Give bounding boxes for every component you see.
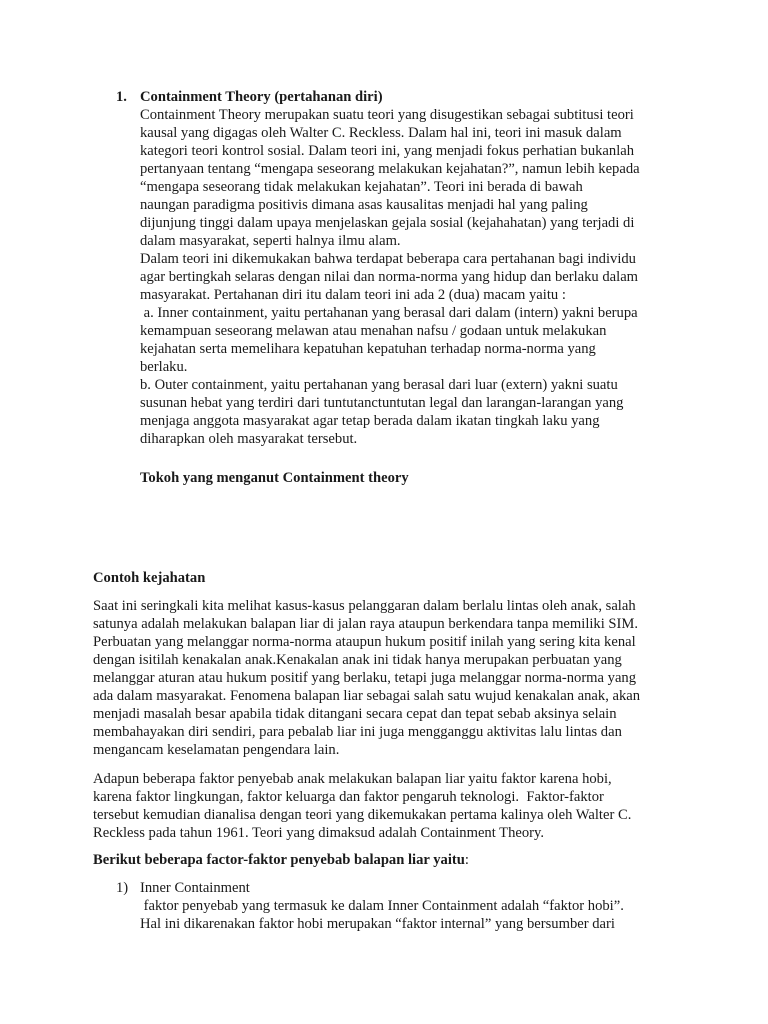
body-line: kemampuan seseorang melawan atau menahan nafsu / godaan untuk melakukan — [140, 323, 607, 339]
body-line: berlaku. — [140, 359, 188, 375]
paragraph-line: Adapun beberapa faktor penyebab anak melakukan balapan liar yaitu faktor karena hobi, — [93, 771, 612, 787]
list-item-title: Inner Containment — [140, 880, 250, 896]
paragraph-line: Reckless pada tahun 1961. Teori yang dimaksud adalah Containment Theory. — [93, 825, 545, 841]
section-body — [140, 106, 676, 448]
paragraph-contoh — [93, 597, 693, 759]
body-line: a. Inner containment, yaitu pertahanan yang berasal dari dalam (intern) yakni berupa — [140, 305, 638, 321]
factor-list — [116, 879, 676, 933]
paragraph-line: Perbuatan yang melanggar norma-norma ataupun hukum positif inilah yang sering kita kenal — [93, 634, 636, 650]
berikut-heading-text: Berikut beberapa factor-faktor penyebab balapan liar yaitu — [93, 852, 465, 868]
body-line: “mengapa seseorang tidak melakukan kejahatan”. Teori ini berada di bawah — [140, 179, 583, 195]
body-line: b. Outer containment, yaitu pertahanan yang berasal dari luar (extern) yakni suatu — [140, 377, 618, 393]
list-number: 1) — [116, 880, 129, 896]
paragraph-line: menjadi masalah besar apabila tidak ditangani secara cepat dan tepat sebab aksinya selain — [93, 706, 617, 722]
section-number: 1. — [116, 89, 127, 105]
paragraph-line: melanggar aturan atau hukum positif yang berlaku, tetapi juga melanggar norma-norma yang — [93, 670, 637, 686]
paragraph-line: tersebut kemudian dianalisa dengan teori yang dikemukakan pertama kalinya oleh Walter C. — [93, 807, 632, 823]
contoh-heading: Contoh kejahatan — [93, 570, 206, 586]
body-line: diharapkan oleh masyarakat tersebut. — [140, 431, 358, 447]
list-item-header — [116, 879, 676, 897]
berikut-heading — [93, 851, 693, 869]
body-line: dalam masyarakat, seperti halnya ilmu alam. — [140, 233, 401, 249]
tokoh-heading: Tokoh yang menganut Containment theory — [140, 470, 409, 486]
body-line: susunan hebat yang terdiri dari tuntutanctuntutan legal dan larangan-larangan yang — [140, 395, 624, 411]
section-title: Containment Theory (pertahanan diri) — [140, 89, 383, 105]
list-item-body — [140, 897, 676, 933]
paragraph-line: satunya adalah melakukan balapan liar di jalan raya ataupun berkendara tanpa memiliki SIM. — [93, 616, 639, 632]
paragraph-line: karena faktor lingkungan, faktor keluarga dan faktor pengaruh teknologi. Faktor-faktor — [93, 789, 604, 805]
section-containment-theory — [116, 88, 676, 448]
body-line: kategori teori kontrol sosial. Dalam teori ini, yang menjadi fokus perhatian bukanlah — [140, 143, 635, 159]
body-line: pertanyaan tentang “mengapa seseorang melakukan kejahatan?”, namun lebih kepada — [140, 161, 640, 177]
body-line: kejahatan serta memelihara kepatuhan kepatuhan terhadap norma-norma yang — [140, 341, 596, 357]
body-line: dijunjung tinggi dalam upaya menjelaskan gejala sosial (kejahahatan) yang terjadi di — [140, 215, 635, 231]
paragraph-line: Saat ini seringkali kita melihat kasus-kasus pelanggaran dalam berlalu lintas oleh anak, salah — [93, 598, 636, 614]
paragraph-line: ada dalam masyarakat. Fenomena balapan liar sebagai salah satu wujud kenakalan anak, akan — [93, 688, 641, 704]
body-line: agar bertingkah selaras dengan nilai dan norma-norma yang hidup dan berlaku dalam — [140, 269, 639, 285]
paragraph-line: mengancam keselamatan pengendara lain. — [93, 742, 340, 758]
body-line: Dalam teori ini dikemukakan bahwa terdapat beberapa cara pertahanan bagi individu — [140, 251, 636, 267]
berikut-colon: : — [464, 852, 469, 868]
list-line: Hal ini dikarenakan faktor hobi merupakan “faktor internal” yang bersumber dari — [140, 916, 615, 932]
list-line: faktor penyebab yang termasuk ke dalam Inner Containment adalah “faktor hobi”. — [140, 898, 624, 914]
body-line: masyarakat. Pertahanan diri itu dalam teori ini ada 2 (dua) macam yaitu : — [140, 287, 566, 303]
body-line: Containment Theory merupakan suatu teori yang disugestikan sebagai subtitusi teori — [140, 107, 634, 123]
paragraph-line: membahayakan diri sendiri, para pebalab liar ini juga mengganggu aktivitas lalu lintas dan — [93, 724, 622, 740]
section-heading — [116, 88, 676, 106]
body-line: kausal yang digagas oleh Walter C. Reckless. Dalam hal ini, teori ini masuk dalam — [140, 125, 622, 141]
paragraph-faktor — [93, 770, 693, 842]
body-line: naungan paradigma positivis dimana asas kausalitas menjadi hal yang paling — [140, 197, 588, 213]
body-line: menjaga anggota masyarakat agar tetap berada dalam ikatan tingkah laku yang — [140, 413, 600, 429]
paragraph-line: dengan isitilah kenakalan anak.Kenakalan anak ini tidak hanya merupakan perbuatan yang — [93, 652, 622, 668]
